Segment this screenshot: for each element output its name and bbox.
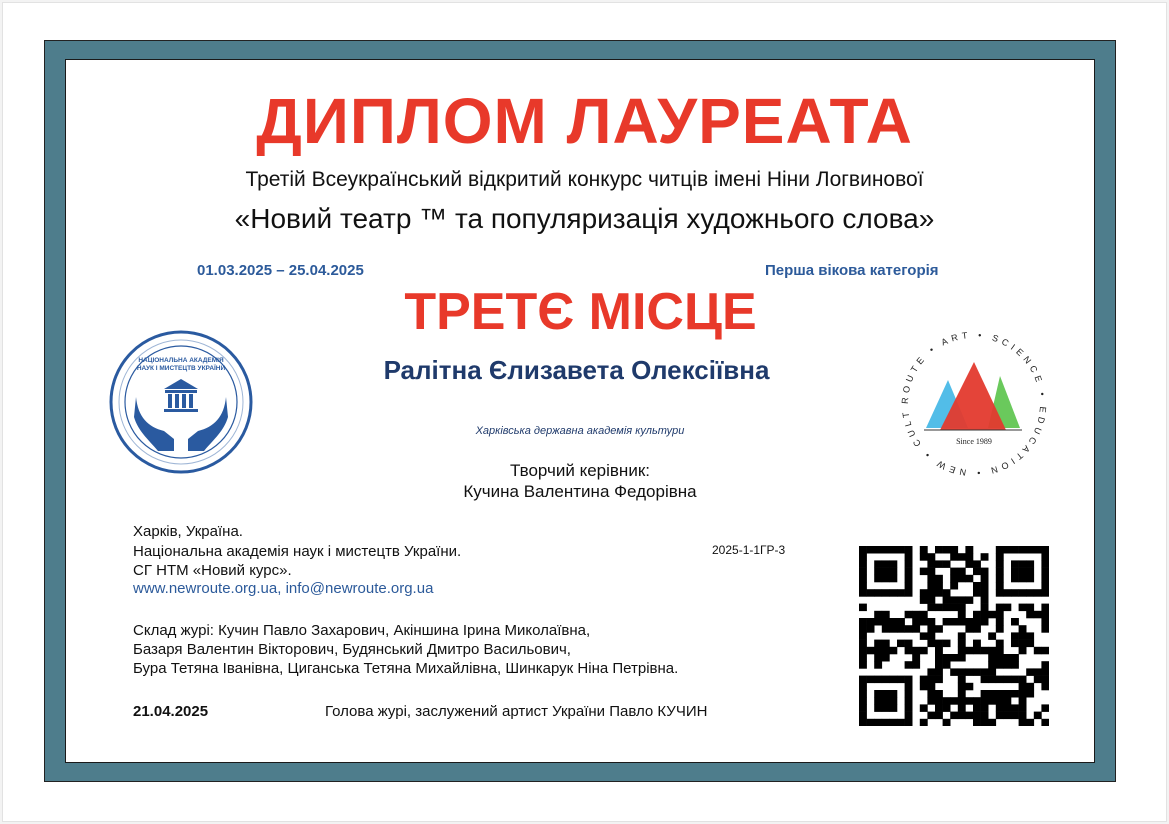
organizer-academy: Національна академія наук і мистецтв України. (133, 543, 462, 560)
contest-period: 01.03.2025 – 25.04.2025 (197, 262, 364, 279)
age-category: Перша вікова категорія (765, 262, 939, 279)
logo-right-ring-text: ROUTE • ART • SCIENCE • EDUCATION • NEW • CULT (899, 329, 1049, 479)
award-place: ТРЕТЄ МІСЦЕ (404, 283, 757, 341)
contacts-separator: , (277, 580, 286, 597)
organizer-contacts (133, 580, 433, 597)
academy-logo (108, 327, 254, 477)
project-name: «Новий театр ™ та популяризація художнього слова» (234, 203, 935, 234)
jury-chair: Голова журі, заслужений артист України Павло КУЧИН (325, 703, 708, 720)
qr-code[interactable] (859, 546, 1049, 726)
laureate-name: Ралітна Єлизавета Олексіївна (383, 355, 770, 385)
certificate-code: 2025-1-1ГР-3 (712, 543, 786, 557)
logo-left-line1: НАЦІОНАЛЬНА АКАДЕМІЯ (138, 357, 224, 364)
organizer-city: Харків, Україна. (133, 523, 243, 540)
logo-right-since: Since 1989 (956, 437, 992, 446)
issue-date: 21.04.2025 (133, 703, 209, 720)
new-route-logo (888, 318, 1060, 490)
contest-name: Третій Всеукраїнський відкритий конкурс читців імені Ніни Логвинової (245, 168, 924, 191)
organizer-course: СГ НТМ «Новий курс». (133, 562, 292, 579)
website-link[interactable]: www.newroute.org.ua (133, 580, 278, 597)
jury-line-2: Базаря Валентин Вікторович, Будянський Дмитро Васильович, (133, 641, 571, 658)
mentor-name: Кучина Валентина Федорівна (463, 482, 697, 501)
jury-line-1: Склад журі: Кучин Павло Захарович, Акіншина Ірина Миколаївна, (133, 622, 591, 639)
mentor-label: Творчий керівник: (510, 461, 650, 480)
logo-left-line2: НАУК І МИСТЕЦТВ УКРАЇНИ (136, 365, 226, 372)
email-link[interactable]: info@newroute.org.ua (285, 580, 434, 597)
jury-line-3: Бура Тетяна Іванівна, Циганська Тетяна Михайлівна, Шинкарук Ніна Петрівна. (133, 660, 679, 677)
institution-name: Харківська державна академія культури (475, 425, 685, 437)
diploma-title: ДИПЛОМ ЛАУРЕАТА (256, 85, 913, 157)
